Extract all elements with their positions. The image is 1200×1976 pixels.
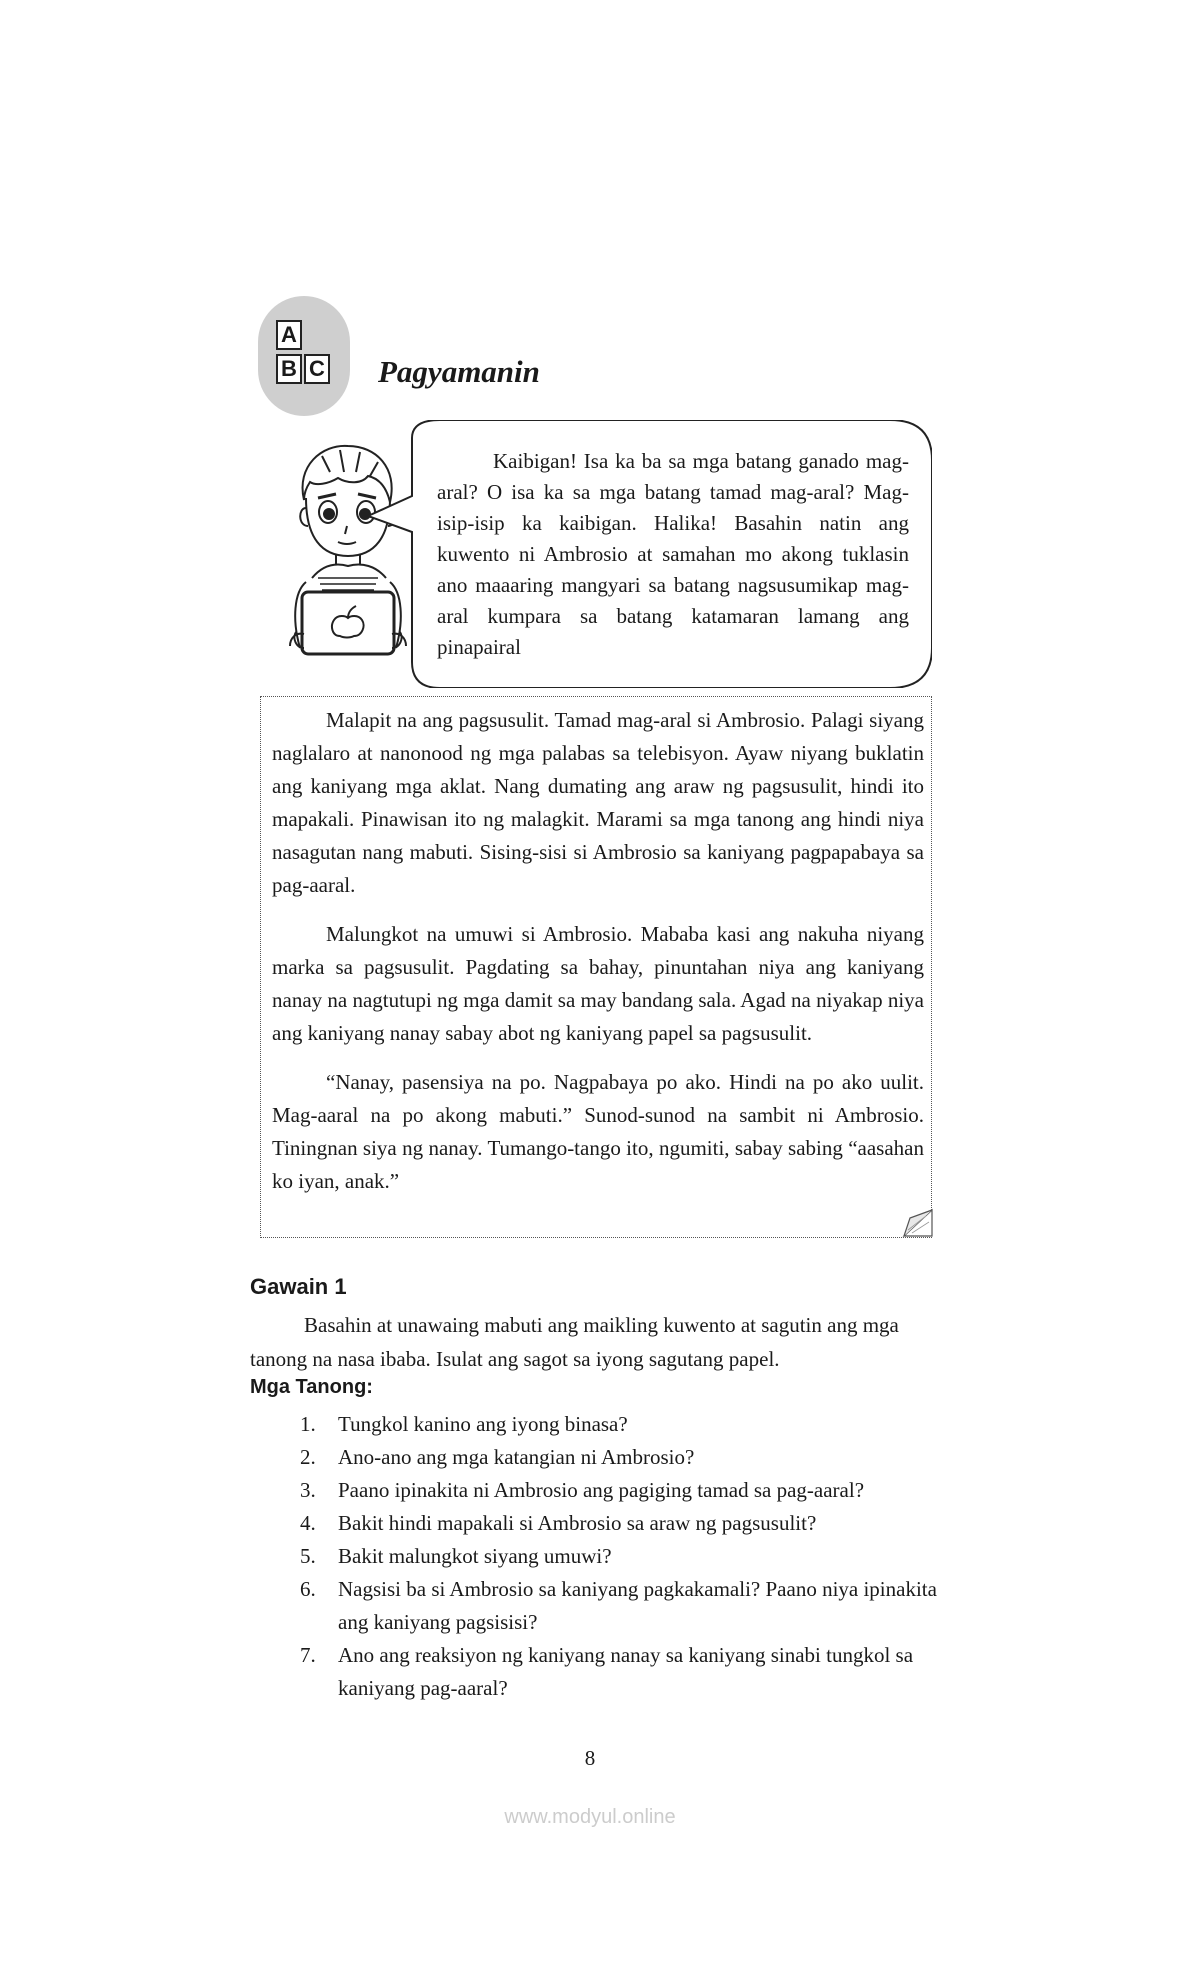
question-item — [300, 1639, 940, 1705]
questions-title: Mga Tanong: — [250, 1376, 373, 1398]
question-text: Ano-ano ang mga katangian ni Ambrosio? — [338, 1445, 695, 1469]
section-title: Pagyamanin — [378, 354, 540, 389]
story-paragraph: “Nanay, pasensiya na po. Nagpabaya po ako. Hindi na po ako uulit. Mag-aaral na po akong mabuti.” Sunod-sunod na sambit ni Ambrosio. Tiningnan siya ng nanay. Tumango-tango ito, ngumiti, sabay sabing “aasahan ko iyan, anak.” — [272, 1070, 924, 1193]
question-text: Nagsisi ba si Ambrosio sa kaniyang pagkakamali? Paano niya ipinakita ang kaniyang pagsisisi? — [338, 1577, 937, 1634]
questions-list — [300, 1408, 940, 1705]
question-item — [300, 1474, 940, 1507]
story-paragraph: Malapit na ang pagsusulit. Tamad mag-aral si Ambrosio. Palagi siyang naglalaro at nanonood ng mga palabas sa telebisyon. Ayaw niyang buklatin ang kaniyang mga aklat. Nang dumating ang araw ng pagsusulit, hindi ito mapakali. Pinawisan ito ng malagkit. Marami sa mga tanong ang hindi niya nasagutan nang mabuti. Sising-sisi si Ambrosio sa kaniyang pagpapabaya sa pag-aaral. — [272, 708, 924, 897]
question-number: 6. — [300, 1577, 316, 1601]
speech-bubble-text: Kaibigan! Isa ka ba sa mga batang ganado mag-aral? O isa ka sa mga batang tamad mag-aral? Mag-isip-isip ka kaibigan. Halika! Basahin natin ang kuwento ni Ambrosio at samahan mo akong tuklasin ano maaaring mangyari sa batang nagsusumikap mag-aral kumpara sa batang katamaran lamang ang pinapairal — [437, 449, 909, 659]
page-number: 8 — [584, 1746, 596, 1770]
question-number: 3. — [300, 1478, 316, 1502]
story-text — [272, 704, 924, 1214]
question-number: 4. — [300, 1511, 316, 1535]
letter-block-a: A — [276, 320, 302, 350]
watermark: www.modyul.online — [504, 1806, 676, 1828]
question-number: 7. — [300, 1643, 316, 1667]
activity-instructions: Basahin at unawaing mabuti ang maikling kuwento at sagutin ang mga tanong na nasa ibaba. Isulat ang sagot sa iyong sagutang papel. — [250, 1313, 899, 1371]
question-text: Ano ang reaksiyon ng kaniyang nanay sa kaniyang sinabi tungkol sa kaniyang pag-aaral? — [338, 1643, 914, 1700]
question-text: Bakit hindi mapakali si Ambrosio sa araw ng pagsusulit? — [338, 1511, 817, 1535]
question-text: Paano ipinakita ni Ambrosio ang pagiging tamad sa pag-aaral? — [338, 1478, 865, 1502]
letter-block-c: C — [304, 354, 330, 384]
question-item — [300, 1408, 940, 1441]
question-item — [300, 1573, 940, 1639]
question-number: 2. — [300, 1445, 316, 1469]
question-text: Bakit malungkot siyang umuwi? — [338, 1544, 612, 1568]
activity-title: Gawain 1 — [250, 1274, 347, 1299]
story-paragraph: Malungkot na umuwi si Ambrosio. Mababa kasi ang nakuha niyang marka sa pagsusulit. Pagdating sa bahay, pinuntahan niya ang kaniyang nanay na nagtutupi ng mga damit sa may bandang sala. Agad na niyakap niya ang kaniyang nanay sabay abot ng kaniyang papel sa pagsusulit. — [272, 922, 924, 1045]
question-item — [300, 1441, 940, 1474]
question-item — [300, 1540, 940, 1573]
question-number: 1. — [300, 1412, 316, 1436]
abc-blocks-icon — [258, 296, 350, 416]
question-number: 5. — [300, 1544, 316, 1568]
page-curl-icon — [902, 1200, 934, 1238]
question-text: Tungkol kanino ang iyong binasa? — [338, 1412, 628, 1436]
letter-block-b: B — [276, 354, 302, 384]
question-item — [300, 1507, 940, 1540]
